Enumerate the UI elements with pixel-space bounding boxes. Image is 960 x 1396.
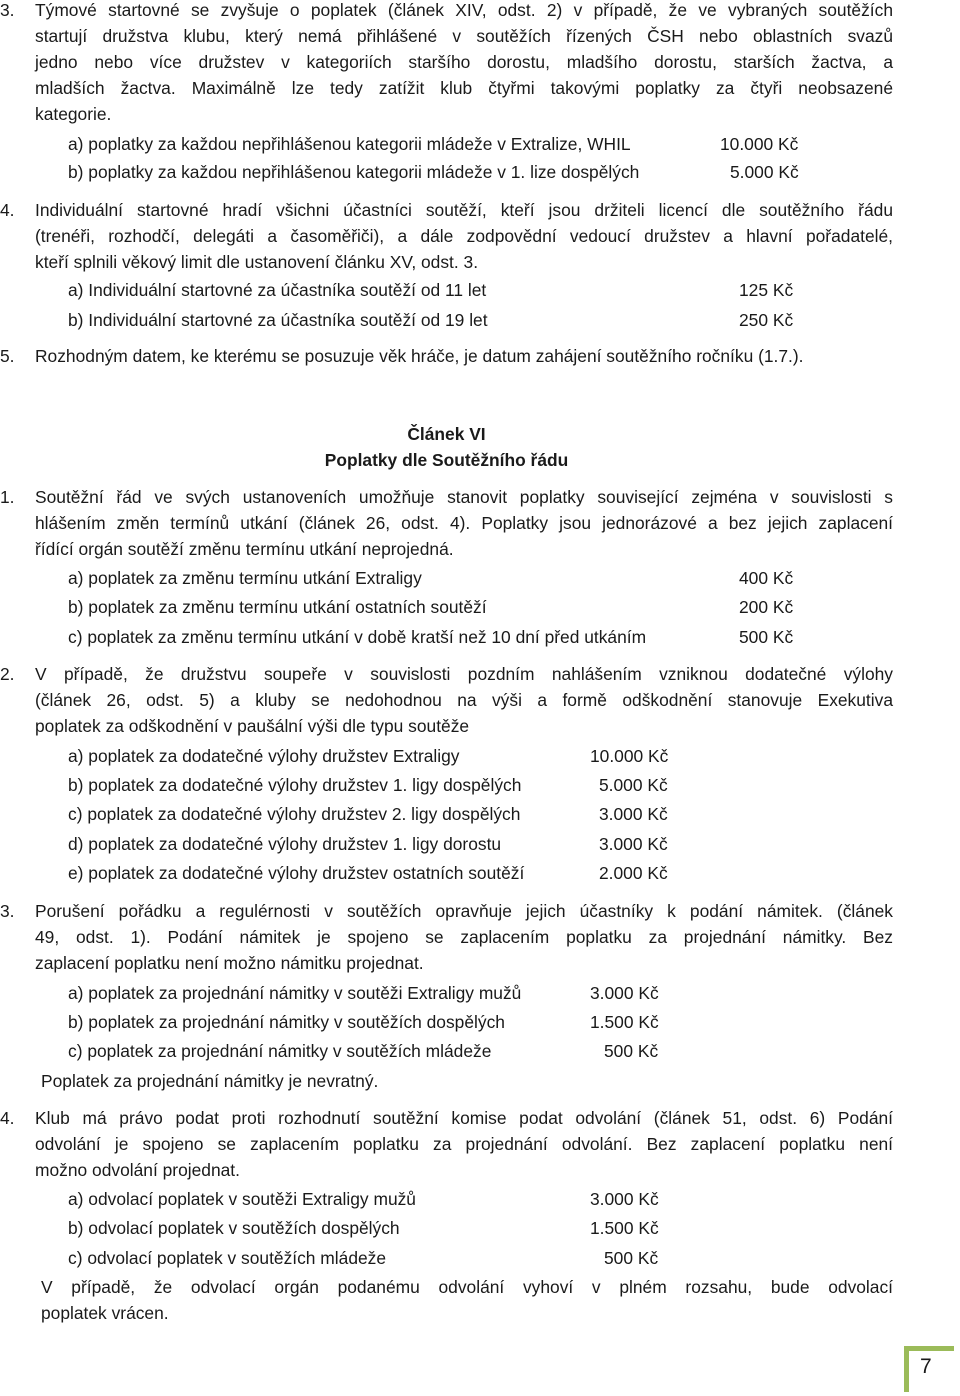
fee-item-amount: 3.000 Kč bbox=[599, 834, 668, 854]
page-number: 7 bbox=[920, 1355, 932, 1378]
fee-item-label: a) poplatky za každou nepřihlášenou kategorii mládeže v Extralize, WHIL bbox=[68, 134, 631, 154]
section-number: 3. bbox=[0, 0, 15, 20]
paragraph-line: hlášením změn termínů utkání (článek 26, odst. 4). Poplatky jsou jednorázové a bez jejich zaplacení bbox=[35, 513, 893, 533]
article-title: Článek VI bbox=[407, 424, 486, 444]
fee-item-amount: 400 Kč bbox=[739, 568, 794, 588]
paragraph-line: Klub má právo podat proti rozhodnutí soutěžní komise podat odvolání (článek 51, odst. 6) Podání bbox=[35, 1108, 893, 1128]
fee-item-amount: 250 Kč bbox=[739, 310, 794, 330]
fee-item-label: c) poplatek za dodatečné výlohy družstev 2. ligy dospělých bbox=[68, 804, 521, 824]
fee-item-label: e) poplatek za dodatečné výlohy družstev ostatních soutěží bbox=[68, 863, 525, 883]
paragraph-line: Porušení pořádku a regulérnosti v soutěžích opravňuje jejich účastníky k podání námitek. (článek bbox=[35, 901, 893, 921]
paragraph-line: (článek 26, odst. 5) a kluby se nedohodnou na výši a formě odškodnění stanovuje Exekutiva bbox=[35, 690, 893, 710]
fee-item-label: c) odvolací poplatek v soutěžích mládeže bbox=[68, 1248, 387, 1268]
fee-item-amount: 500 Kč bbox=[604, 1248, 659, 1268]
paragraph-line: odvolání je spojeno se zaplacením poplatku za projednání odvolání. Bez zaplacení poplatku není bbox=[35, 1134, 893, 1154]
fee-note: V případě, že odvolací orgán podanému odvolání vyhoví v plném rozsahu, bude odvolací bbox=[41, 1277, 893, 1297]
paragraph-line: Rozhodným datem, ke kterému se posuzuje věk hráče, je datum zahájení soutěžního ročníku (1.7.). bbox=[35, 346, 804, 366]
section-number: 5. bbox=[0, 346, 15, 366]
article-subtitle: Poplatky dle Soutěžního řádu bbox=[324, 450, 569, 470]
fee-item-label: b) Individuální startovné za účastníka soutěží od 19 let bbox=[68, 310, 488, 330]
fee-item-amount: 500 Kč bbox=[739, 627, 794, 647]
fee-item-amount: 125 Kč bbox=[739, 280, 794, 300]
section-number: 2. bbox=[0, 664, 15, 684]
fee-item-amount: 10.000 Kč bbox=[720, 134, 799, 154]
fee-item-amount: 500 Kč bbox=[604, 1041, 659, 1061]
fee-item-label: a) poplatek za změnu termínu utkání Extraligy bbox=[68, 568, 422, 588]
paragraph-line: Individuální startovné hradí všichni účastníci soutěží, kteří jsou držiteli licencí dle soutěžního řádu bbox=[35, 200, 893, 220]
fee-item-label: a) Individuální startovné za účastníka soutěží od 11 let bbox=[68, 280, 487, 300]
paragraph-line: (trenéři, rozhodčí, delegáti a časoměřiči), a dále zodpovědní vedoucí družstev a hlavní pořadatelé, bbox=[35, 226, 893, 246]
fee-item-amount: 5.000 Kč bbox=[599, 775, 668, 795]
paragraph-line: kteří splnili věkový limit dle ustanovení článku XV, odst. 3. bbox=[35, 252, 479, 272]
fee-note: poplatek vrácen. bbox=[41, 1303, 169, 1323]
fee-item-label: b) odvolací poplatek v soutěžích dospělých bbox=[68, 1218, 400, 1238]
section-number: 4. bbox=[0, 200, 15, 220]
fee-item-label: b) poplatky za každou nepřihlášenou kategorii mládeže v 1. lize dospělých bbox=[68, 162, 640, 182]
fee-item-amount: 10.000 Kč bbox=[590, 746, 669, 766]
fee-note: Poplatek za projednání námitky je nevratný. bbox=[41, 1071, 379, 1091]
fee-item-label: b) poplatek za změnu termínu utkání ostatních soutěží bbox=[68, 597, 487, 617]
paragraph-line: mladších žactva. Maximálně lze tedy zatížit klub čtyřmi takovými poplatky za čtyři neobsazené bbox=[35, 78, 893, 98]
fee-item-amount: 3.000 Kč bbox=[599, 804, 668, 824]
paragraph-line: řídící orgán soutěží změnu termínu utkání neprojedná. bbox=[35, 539, 454, 559]
paragraph-line: startují družstva klubu, který nemá přihlášené v soutěžích řízených ČSH nebo oblastních svazů bbox=[35, 26, 893, 46]
fee-item-label: b) poplatek za projednání námitky v soutěžích dospělých bbox=[68, 1012, 505, 1032]
fee-item-amount: 2.000 Kč bbox=[599, 863, 668, 883]
paragraph-line: 49, odst. 1). Podání námitek je spojeno se zaplacením poplatku za projednání námitky. Bez bbox=[35, 927, 893, 947]
fee-item-label: a) poplatek za projednání námitky v soutěži Extraligy mužů bbox=[68, 983, 522, 1003]
fee-item-label: b) poplatek za dodatečné výlohy družstev 1. ligy dospělých bbox=[68, 775, 522, 795]
section-number: 4. bbox=[0, 1108, 15, 1128]
fee-item-amount: 1.500 Kč bbox=[590, 1218, 659, 1238]
section-number: 3. bbox=[0, 901, 15, 921]
paragraph-line: možno odvolání projednat. bbox=[35, 1160, 240, 1180]
fee-item-label: a) poplatek za dodatečné výlohy družstev Extraligy bbox=[68, 746, 460, 766]
paragraph-line: zaplacení poplatku není možno námitku projednat. bbox=[35, 953, 424, 973]
fee-item-amount: 3.000 Kč bbox=[590, 983, 659, 1003]
fee-item-label: c) poplatek za projednání námitky v soutěžích mládeže bbox=[68, 1041, 492, 1061]
fee-item-label: c) poplatek za změnu termínu utkání v době kratší než 10 dní před utkáním bbox=[68, 627, 647, 647]
fee-item-amount: 5.000 Kč bbox=[730, 162, 799, 182]
paragraph-line: jedno nebo více družstev v kategoriích staršího dorostu, mladšího dorostu, starších žactva, a bbox=[35, 52, 893, 72]
fee-item-amount: 1.500 Kč bbox=[590, 1012, 659, 1032]
paragraph-line: Soutěžní řád ve svých ustanoveních umožňuje stanovit poplatky související zejména v souvislosti s bbox=[35, 487, 893, 507]
fee-item-label: a) odvolací poplatek v soutěži Extraligy mužů bbox=[68, 1189, 416, 1209]
paragraph-line: V případě, že družstvu soupeře v souvislosti pozdním nahlášením vzniknou dodatečné výlohy bbox=[35, 664, 893, 684]
paragraph-line: kategorie. bbox=[35, 104, 112, 124]
fee-item-amount: 200 Kč bbox=[739, 597, 794, 617]
paragraph-line: Týmové startovné se zvyšuje o poplatek (článek XIV, odst. 2) v případě, že ve vybraných soutěžích bbox=[35, 0, 893, 20]
fee-item-amount: 3.000 Kč bbox=[590, 1189, 659, 1209]
section-number: 1. bbox=[0, 487, 15, 507]
paragraph-line: poplatek za odškodnění v paušální výši dle typu soutěže bbox=[35, 716, 470, 736]
fee-item-label: d) poplatek za dodatečné výlohy družstev 1. ligy dorostu bbox=[68, 834, 502, 854]
